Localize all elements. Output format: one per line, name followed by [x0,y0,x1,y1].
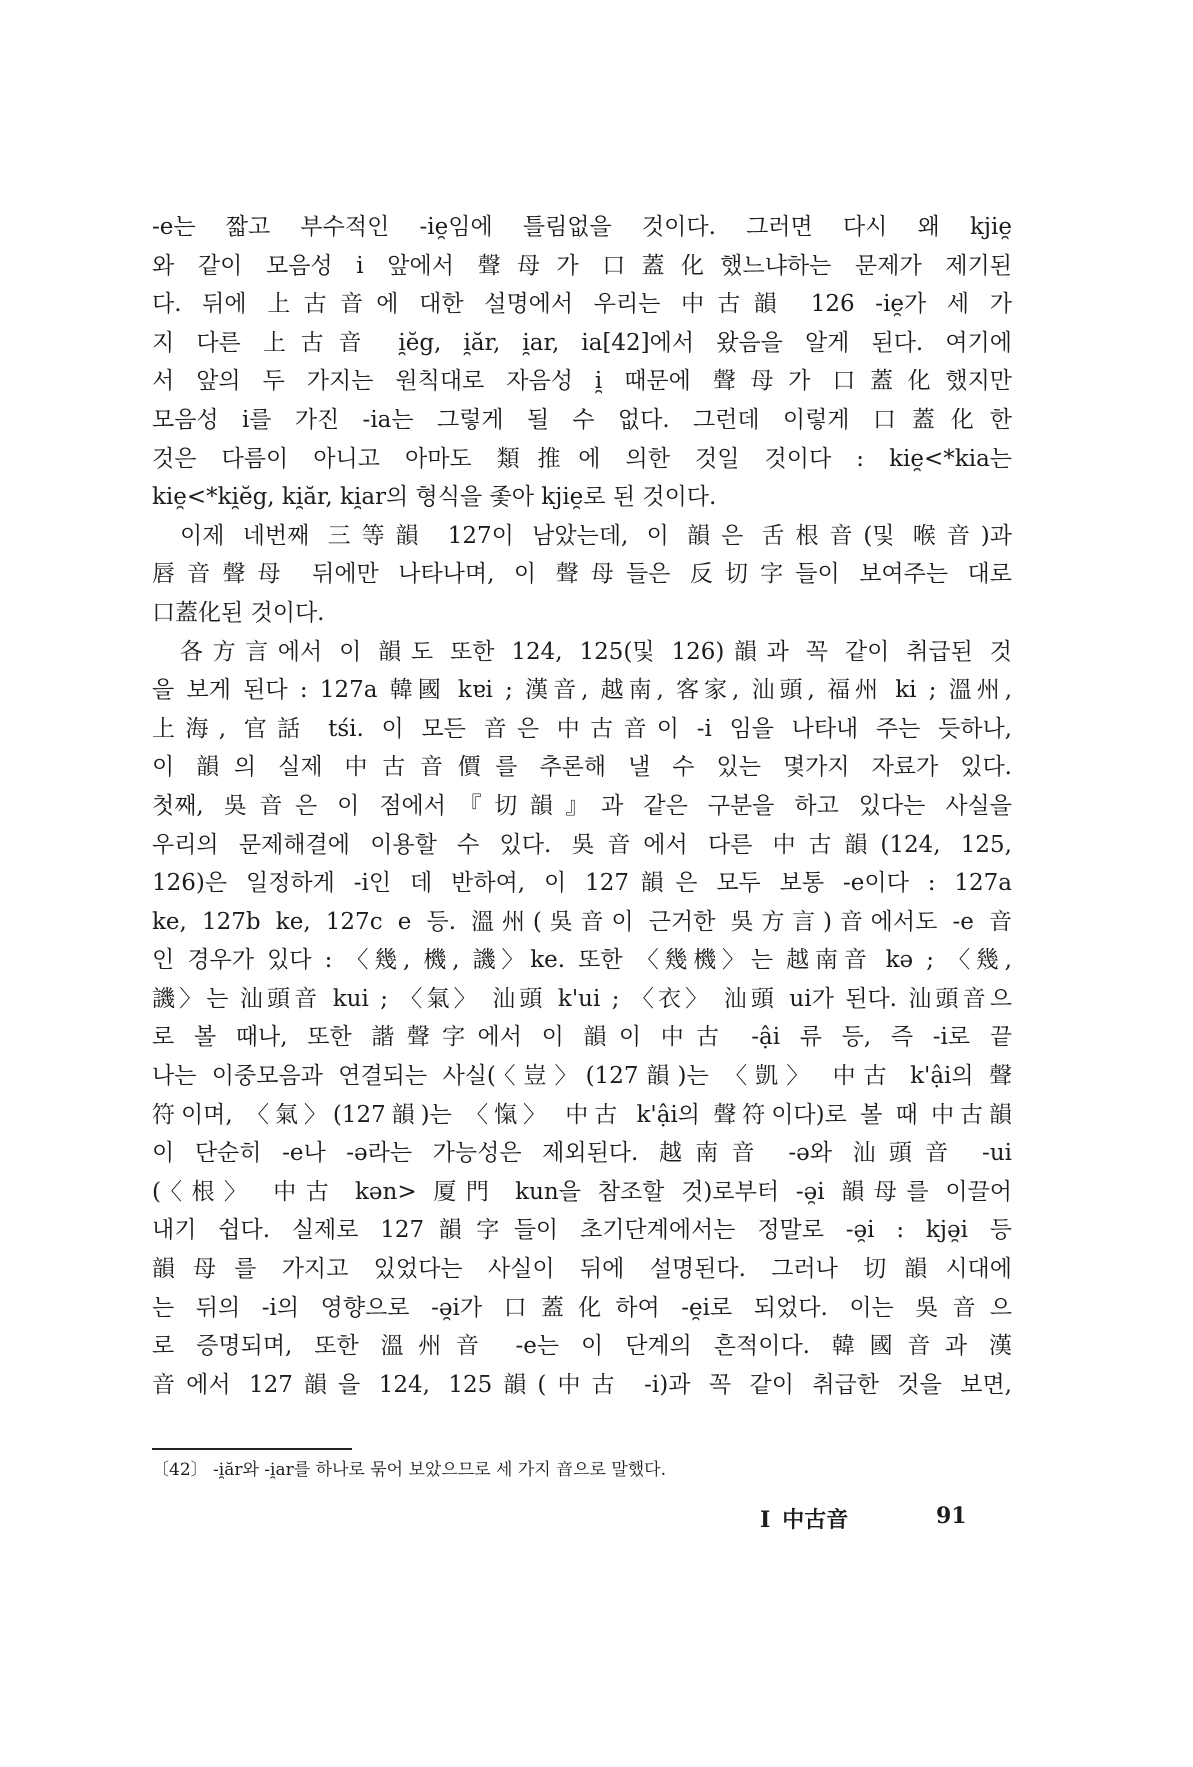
text-line: 로 볼 때나, 또한 諧聲字에서 이 韻이 中古 -ậi 류 등, 즉 -i로 끝 [152,1024,1012,1051]
text-line: 우리의 문제해결에 이용할 수 있다. 吳音에서 다른 中古韻(124, 125, [152,831,1012,858]
text-line: 126)은 일정하게 -i인 데 반하여, 이 127韻은 모두 보통 -e이다 : 127a [152,870,1012,897]
text-line: 내기 쉽다. 실제로 127韻字들이 초기단계에서는 정말로 -ə̯i : kjə̯i 등 [152,1217,1012,1244]
text-line: 符이며, 〈氣〉(127韻)는 〈愾〉 中古 k'ậi의 聲符이다)로 볼 때 中古韻 [152,1101,1012,1128]
text-line: 唇音聲母 뒤에만 나타나며, 이 聲母들은 反切字들이 보여주는 대로 [152,561,1012,588]
text-line: 各方言에서 이 韻도 또한 124, 125(및 126)韻과 꼭 같이 취급된 것 [180,638,1012,665]
text-line: 譏〉는 汕頭音 kui ; 〈氣〉 汕頭 k'ui ; 〈衣〉 汕頭 ui가 된다. 汕頭音으 [152,985,1012,1012]
text-line: 이 韻의 실제 中古音價를 추론해 낼 수 있는 몇가지 자료가 있다. [152,754,1012,781]
text-line: 이제 네번째 三等韻 127이 남았는데, 이 韻은 舌根音(및 喉音)과 [180,522,1012,549]
section-number: I [760,1507,771,1533]
text-line: 와 같이 모음성 i 앞에서 聲母가 口蓋化했느냐하는 문제가 제기된 [152,252,1012,279]
text-line: 音에서 127韻을 124, 125韻(中古 -i)과 꼭 같이 취급한 것을 보면, [152,1371,1012,1398]
footnote: 〔42〕 -i̯ăr와 -i̯ar를 하나로 묶어 보았으므로 세 가지 音으로 말했다. [152,1460,666,1480]
text-line: 다. 뒤에 上古音에 대한 설명에서 우리는 中古韻 126 -ie̯가 세 가 [152,291,1012,318]
text-line: 口蓋化된 것이다. [152,599,325,626]
text-line: 韻母를 가지고 있었다는 사실이 뒤에 설명된다. 그러나 切韻시대에 [152,1256,1012,1283]
footnote-divider [152,1448,352,1450]
section-title: 中古音 [782,1507,849,1533]
body-text [152,208,1012,1404]
text-line: 것은 다름이 아니고 아마도 類推에 의한 것일 것이다 : kie̯<*kia는 [152,445,1012,472]
page-number: 91 [936,1503,967,1529]
text-line: 는 뒤의 -i의 영향으로 -ə̯i가 口蓋化하여 -e̯i로 되었다. 이는 吳音으 [152,1294,1012,1321]
text-line: 첫째, 吳音은 이 점에서『切韻』과 같은 구분을 하고 있다는 사실을 [152,792,1012,819]
text-line: 모음성 i를 가진 -ia는 그렇게 될 수 없다. 그런데 이렇게 口蓋化한 [152,406,1012,433]
running-footer [760,1503,848,1534]
text-line: kie̯<*ki̯ĕg, ki̯ăr, ki̯ar의 형식을 좇아 kjie̯로 된 것이다. [152,484,717,511]
text-line: 을 보게 된다 : 127a 韓國 kɐi ; 漢音, 越南, 客家, 汕頭, 福州 ki ; 溫州, [152,677,1012,704]
text-line: 지 다른 上古音 i̯ĕg, i̯ăr, i̯ar, ia[42]에서 왔음을 알게 된다. 여기에 [152,329,1012,356]
text-line: 上海, 官話 tśi. 이 모든 音은 中古音이 -i 임을 나타내 주는 듯하나, [152,715,1012,742]
text-line: 인 경우가 있다 : 〈幾, 機, 譏〉ke. 또한 〈幾機〉는 越南音 kə ; 〈幾, [152,947,1012,974]
text-line: 서 앞의 두 가지는 원칙대로 자음성 i̯ 때문에 聲母가 口蓋化했지만 [152,368,1012,395]
text-line: ke, 127b ke, 127c e 등. 溫州(吳音이 근거한 吳方言)音에서도 -e 音 [152,908,1012,935]
text-line: 로 증명되며, 또한 溫州音 -e는 이 단계의 흔적이다. 韓國音과 漢 [152,1333,1012,1360]
text-line: -e는 짧고 부수적인 -ie̯임에 틀림없을 것이다. 그러면 다시 왜 kjie̯ [152,214,1012,240]
text-line: (〈根〉 中古 kən> 厦門 kun을 참조할 것)로부터 -ə̯i 韻母를 이끌어 [152,1178,1012,1205]
text-line: 이 단순히 -e나 -ə라는 가능성은 제외된다. 越南音 -ə와 汕頭音 -ui [152,1140,1012,1167]
text-line: 나는 이중모음과 연결되는 사실(〈豈〉(127韻)는 〈凱〉 中古 k'ậi의 聲 [152,1063,1012,1090]
